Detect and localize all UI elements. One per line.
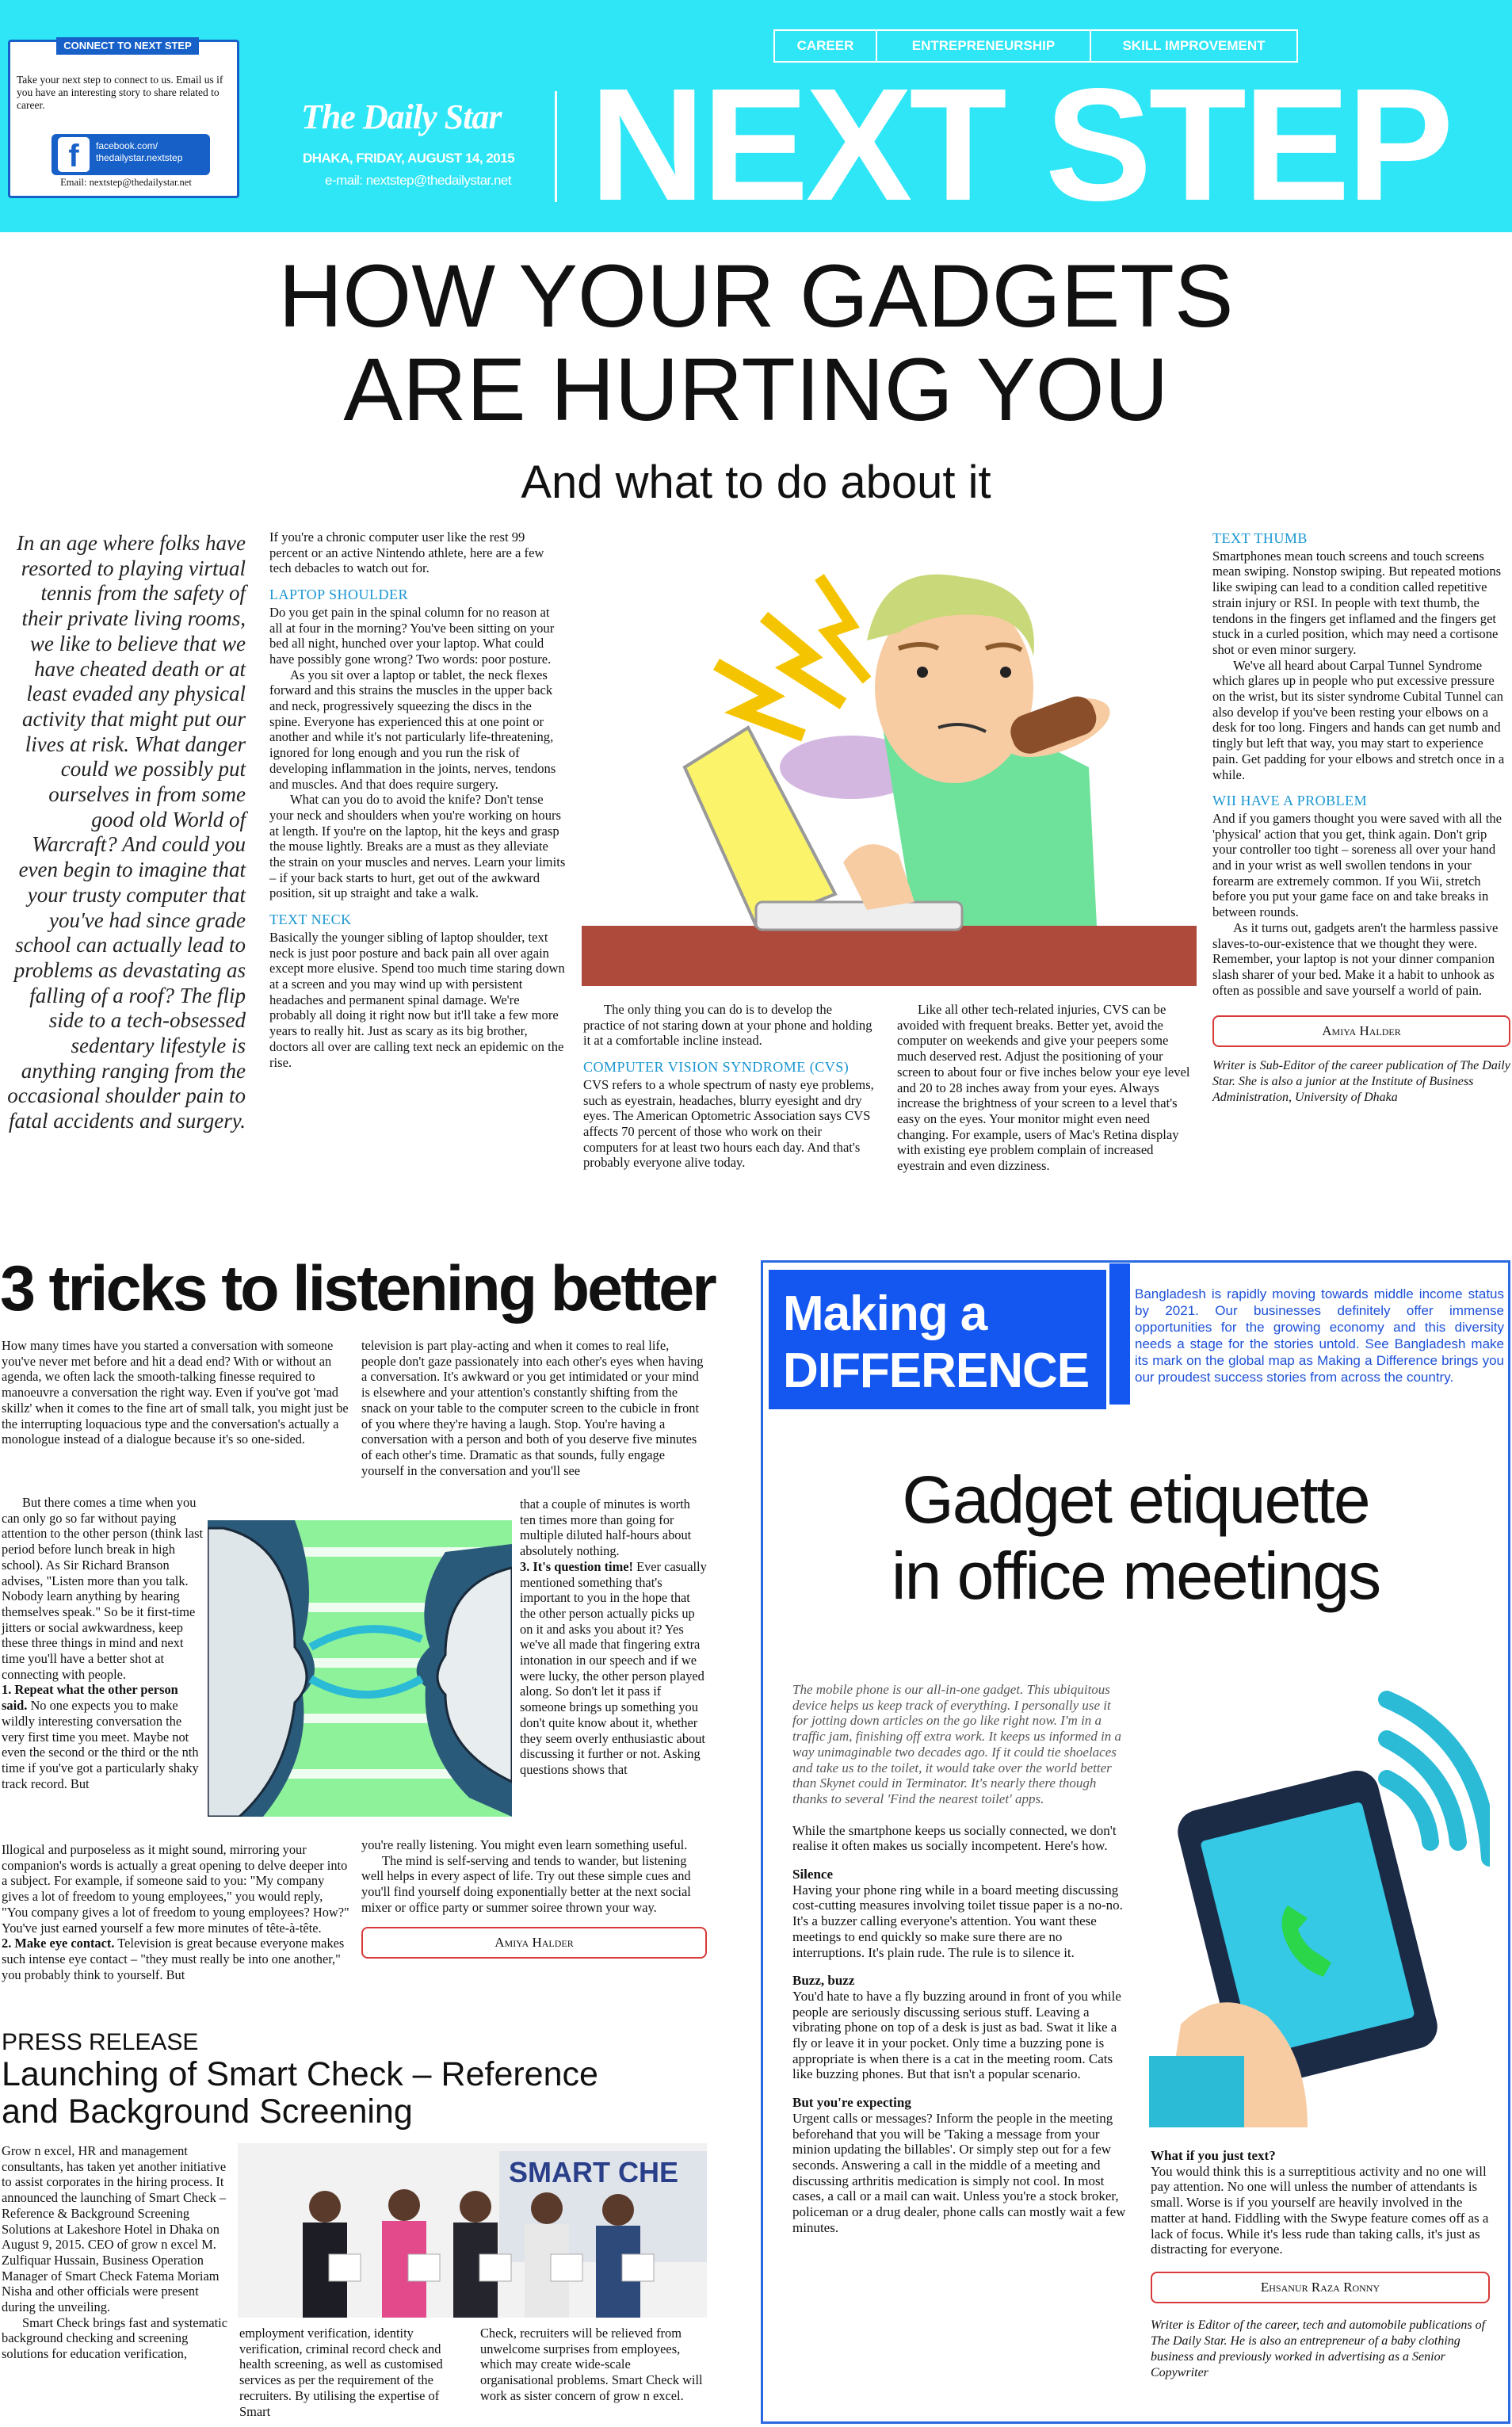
paragraph: Smartphones mean touch screens and touch screens mean swiping. Nonstop swiping. But repeated motions like swiping can lead to a condition called repetitive strain injury or RSI. In people with text thumb, the tendons in the fingers get inflamed and the fingers get stuck in a curled position, which may need a cortisone shot or even minor surgery. — [1212, 548, 1502, 657]
connect-box — [8, 40, 239, 198]
lead-title — [0, 247, 1512, 439]
header-email: e-mail: nextstep@thedailystar.net — [325, 173, 512, 188]
paragraph: While the smartphone keeps us socially connected, we don't realise it often makes us socially incompetent. Here's how. — [792, 1822, 1117, 1854]
lead-col-4 — [1212, 531, 1510, 1106]
lead-title-line2: ARE HURTING YOU — [343, 340, 1169, 439]
ringing-phone-illustration — [1149, 1684, 1490, 2127]
lead-col-3 — [897, 1002, 1197, 1174]
paragraph: Do you get pain in the spinal column for no reason at all at four in the morning? You've been sitting on your bed all night, hunched over your laptop. What could have possibly gone wrong? Two words: poor posture. — [269, 604, 555, 667]
paragraph: As you sit over a laptop or tablet, the neck flexes forward and this strains the muscles in the upper back and neck, progressively squeezing the discs in the spine. Everyone has experienced this at one point or another and while it's not particularly life-threatening, ignored for long enough and you run the risk of developing inflammation in the joints, nerves, tendons and muscles. And that does require surgery. — [269, 667, 556, 792]
heading-text-thumb: TEXT THUMB — [1212, 530, 1308, 546]
facebook-icon: f — [58, 137, 90, 172]
paragraph: that a couple of minutes is worth ten times more than going for multiple diluted half-hours about absolutely nothing. — [520, 1496, 692, 1559]
paragraph: How many times have you started a conversation with someone you've never met before and hit a dead end? With or without an agenda, we often lack the smooth-talking finesse required to manoeuvre a conversation the right way. Even if you've got 'mad skillz' when it comes to the fine art of small talk, you might just be the interrupting loquacious type and the conversation's actually a monologue instead of a dialogue because it's so one-sided. — [2, 1338, 349, 1447]
facebook-link[interactable] — [52, 134, 210, 175]
lead-intro: If you're a chronic computer user like the rest 99 percent or an active Nintendo athlete, here are a few tech debacles to watch out for. — [269, 529, 544, 576]
paragraph: Like all other tech-related injuries, CVS can be avoided with frequent breaks. Better yet, avoid the computer on weekends and give your peepers some much deserved rest. Adjust the positioning of your screen to about four or five inches below your eye level and 20 to 28 inches away from your eyes. Always increase the brightness of your screen to a level that's easy on the eyes. Your monitor might even need changing. For example, users of Mac's Retina display with existing eye problem complain of increased eyestrain and even dizziness. — [897, 1002, 1190, 1174]
difference-col-2 — [1151, 2148, 1490, 2381]
press-photo-people — [238, 2143, 707, 2318]
lead-col-2 — [583, 1002, 876, 1171]
paragraph: But there comes a time when you can only go so far without paying attention to the other person (think last period before lunch break in high school). As Sir Richard Branson advises, "Listen more than you talk. Nobody learn anything by hearing themselves speak." So be it first-time jitters or social awkwardness, keep these three things in mind and next time you'll have a better shot at connecting with people. — [2, 1495, 203, 1682]
paragraph: employment verification, identity verification, criminal record check and health screening, as well as customised services as per the requirement of the recruiters. By utilising the expertise of Smart — [239, 2326, 443, 2419]
paragraph: Check, recruiters will be relieved from unwelcome surprises from employees, which may create wide-scale organisational problems. Smart Check will work as sister concern of grow n excel. — [480, 2326, 703, 2403]
issue-date: DHAKA, FRIDAY, AUGUST 14, 2015 — [303, 151, 515, 166]
difference-writer-note: Writer is Editor of the career, tech and automobile publications of The Daily Star. He is also an entrepreneur of a baby clothing business and previously worked in advertising as a Senior Copywriter — [1151, 2318, 1486, 2379]
lead-subtitle: And what to do about it — [521, 457, 991, 508]
nav-career[interactable]: CAREER — [775, 31, 877, 61]
tip-heading-2: 2. Make eye contact. — [2, 1936, 115, 1951]
facebook-label: facebook.com/ thedailystar.nextstep — [96, 140, 183, 163]
tricks-col-1-top — [2, 1338, 350, 1447]
difference-title-line2: in office meetings — [891, 1538, 1380, 1613]
nav-entrepreneurship[interactable]: ENTREPRENEURSHIP — [877, 31, 1091, 61]
badge-line1: Making a — [783, 1286, 987, 1341]
heading-cvs: COMPUTER VISION SYNDROME (CVS) — [583, 1059, 850, 1076]
tricks-col-2-top — [361, 1338, 707, 1478]
press-col-3 — [480, 2326, 707, 2404]
press-col-1 — [2, 2143, 230, 2362]
tricks-col-1-bottom — [2, 1842, 350, 1982]
paragraph: As it turns out, gadgets aren't the harmless passive slaves-to-our-existence that we thought they were. Remember, your laptop is not your dinner companion slash sharer of your bed. Make it a habit to unhook as often as possible and save yourself a world of pain. — [1212, 919, 1499, 998]
paragraph: And if you gamers thought you were saved with all the 'physical' action that you get, think again. Don't grip your controller too tight – soreness all over your hand and in your wrist as well swollen tendons in your forearm are extremely common. If you Wii, stretch before you put your game face on and take breaks in between rounds. — [1212, 810, 1502, 920]
paragraph: No one expects you to make wildly interesting conversation the very first time you meet. Maybe not even the second or the third or the nth time if you've got a particularly shaky track record. But — [2, 1698, 199, 1791]
connect-text: Take your next step to connect to us. Email us if you have an interesting story to share related to career. — [17, 74, 223, 111]
paragraph: television is part play-acting and when it comes to real life, people don't gaze passionately into each other's eyes when having a conversation. It's awkward or you get intimidated or your mind is elsewhere and your attention's constantly shifting from the snack on your table to the computer screen to the cubicle in front of you where they're having a laugh. Stop. You're having a conversation with a person and both of you deserve five minutes of each other's time. Dramatic as that sounds, fully engage yourself in the conversation and you'll see — [361, 1338, 704, 1478]
subheading-silence: Silence — [792, 1867, 833, 1882]
paragraph: We've all heard about Carpal Tunnel Syndrome which glares up in people who put excessive pressure on the wrist, but its sister syndrome Cubital Tunnel can also develop if you've been resting your elbows on a desk for too long. Fingers and hands can get numb and tingly but left that way, you may start to experience pain. Get padding for your elbows and stretch once in a while. — [1212, 657, 1505, 782]
nav-skill-improvement[interactable]: SKILL IMPROVEMENT — [1122, 38, 1266, 53]
paragraph: You'd hate to have a fly buzzing around in front of you while people are seriously discussing serious stuff. Leaving a vibrating phone on top of a desk is just as bad. Swat it like a fly or leave it in your pocket. Only time a buzzing pone is appropriate is when there is a cat in the meeting room. Cats like buzzing phones. But that isn't a popular scenario. — [792, 1988, 1121, 2082]
paragraph: Illogical and purposeless as it might sound, mirroring your companion's words is actually a great opening to delve deeper into a subject. For example, if someone said to you: "My company gives a lot of freedom to young employees," you would reply, "You company gives a lot of freedom to young employees? How?" You've just earned yourself a few more minutes of tête-à-tête. — [2, 1842, 349, 1936]
tricks-title: 3 tricks to listening better — [0, 1253, 715, 1324]
press-kicker: PRESS RELEASE — [2, 2029, 199, 2055]
press-col-2 — [239, 2326, 464, 2419]
subheading-expecting: But you're expecting — [792, 2095, 911, 2111]
badge-line2: DIFFERENCE — [783, 1343, 1090, 1398]
difference-title — [762, 1462, 1509, 1614]
paragraph: Having your phone ring while in a board meeting discussing cost-cutting measures involving toilet tissue paper is a no-no. It's a buzzer calling everyone's attention. You want these meetings to end quickly so make sure there are no interruptions. It's plain rude. The rule is to silence it. — [792, 1882, 1123, 1960]
paragraph: Television is great because everyone makes such intense eye contact – "they must really be into one another," you probably think to yourself. But — [2, 1936, 345, 1982]
difference-intro: Bangladesh is rapidly moving towards middle income status by 2021. Our businesses definitely offer immense opportunities for the growing economy and this diversity needs a stage for the stories untold. See Bangladesh make its mark on the global map as Making a Difference brings you our proudest success stories from across the country. — [1135, 1286, 1504, 1385]
subheading-text: What if you just text? — [1151, 2148, 1276, 2163]
lead-title-line1: HOW YOUR GADGETS — [278, 247, 1234, 346]
paragraph: you're really listening. You might even learn something useful. — [361, 1837, 688, 1852]
difference-byline: Ehsanur Raza Ronny — [1151, 2272, 1490, 2303]
connect-title: CONNECT TO NEXT STEP — [56, 37, 199, 55]
paragraph: Grow n excel, HR and management consultants, has taken yet another initiative to assist corporates in the hiring process. It announced the launching of Smart Check – Reference & Background Screening Solutions at Lakeshore Hotel in Dhaka on August 9, 2015. CEO of grow n excel M. Zulfiquar Hussain, Business Operation Manager of Smart Check Fatema Moriam Nisha and other officials were present during the unveiling. — [2, 2143, 227, 2315]
difference-badge — [769, 1270, 1106, 1409]
difference-col-1 — [792, 1682, 1127, 2236]
smart-check-banner-text: SMART CHE — [509, 2156, 678, 2188]
lead-col-1 — [269, 529, 566, 1070]
tricks-illustration — [208, 1520, 512, 1817]
difference-lead: The mobile phone is our all-in-one gadget. This ubiquitous device helps us keep track of everything. I personally use it for jotting down articles on the go like right now. I'm in a traffic jam, finishing off extra work. It keeps us informed in a way unimaginable two decades ago. If it could tie shoelaces and take us to the toilet, it would take over the world better than Skynet could in Terminator. It's nearly there though thanks to several 'Find the nearest toilet' apps. — [792, 1682, 1122, 1806]
paragraph: The only thing you can do is to develop the practice of not staring down at your phone and holding it at a comfortable incline instead. — [583, 1002, 872, 1049]
connect-email: Email: nextstep@thedailystar.net — [60, 177, 192, 188]
daily-star-logo: The Daily Star — [301, 97, 502, 136]
brand-title: NEXT STEP — [590, 55, 1451, 234]
paragraph: What can you do to avoid the knife? Don't tense your neck and shoulders when you're working on hours at length. If you're on the laptop, hit the keys and grasp the mouse lightly. Breaks are a must as they alleviate the strain on your muscles and nerves. Learn your limits – if your back starts to hurt, get out of the awkward position, sit up straight and take a walk. — [269, 792, 566, 901]
paragraph: CVS refers to a whole spectrum of nasty eye problems, such as eyestrain, headaches, blurry eyesight and dry eyes. The American Optometric Association says CVS affects 70 percent of those who work on their computers for at least two hours each day. And that's probably everyone alive today. — [583, 1076, 874, 1171]
paragraph: Basically the younger sibling of laptop shoulder, text neck is just poor posture and back pain all over again except more elusive. Spend too much time staring down at a screen and you may wind up with persistent headaches and permanent spinal damage. We're probably all doing it right now but it'll take a few more years to really hit. Just as scary as its big brother, doctors all over are calling text neck an epidemic on the rise. — [269, 929, 565, 1070]
paragraph: Ever casually mentioned something that's important to you in the hope that the other person actually picks up on it and asks you about it? Yes we've all made that fingering extra intonation in our speech and if we were lucky, the other person played along. So don't let it pass if someone brings up something you don't quite know about it, whether they seem overly enthusiastic about discussing it further or not. Asking questions shows that — [520, 1558, 707, 1777]
heading-laptop-shoulder: LAPTOP SHOULDER — [269, 587, 409, 603]
tricks-col-1-narrow — [2, 1495, 203, 1791]
paragraph: Urgent calls or messages? Inform the people in the meeting beforehand that you will be 'Taking a message from your minion updating the billables'. Or simply step out for a few seconds. Answering a call in the middle of a meeting and discussing arthritis medication is simply not cool. In most cases, a call or a mail can wait. Unless you're a stock broker, policeman or a drug dealer, phone calls can mostly wait a few minutes. — [792, 2110, 1126, 2235]
lead-writer-note: Writer is Sub-Editor of the career publication of The Daily Star. She is also a junior at the Institute of Business Administration, University of Dhaka — [1212, 1059, 1510, 1105]
difference-badge-edge — [1109, 1263, 1130, 1405]
lead-pullquote: In an age where folks have resorted to playing virtual tennis from the safety of their private living rooms, we like to believe that we have cheated death or at least evaded any physical activity that might put our lives at risk. What danger could we possibly put ourselves in from some good old World of Warcraft? And could you even begin to imagine that your trusty computer that you've had since grade school can actually lead to problems as devastating as falling of a roof? The flip side to a tech-obsessed sedentary lifestyle is anything ranging from the occasional shoulder pain to fatal accidents and surgery. — [7, 531, 246, 1133]
paragraph: You would think this is a surreptitious activity and no one will pay attention. No one will unless the number of attendants is small. Worse is if you yourself are heavily involved in the matter at hand. Fiddling with the Swype feature comes off as a lack of focus. While it's less rude than taking calls, it's just as distracting for everyone. — [1151, 2163, 1489, 2257]
paragraph: The mind is self-serving and tends to wander, but listening well helps in every aspect of life. Try out these simple cues and you'll find yourself doing exponentially better at the next social mixer or office party or summer soiree thrown your way. — [361, 1852, 691, 1915]
lead-illustration — [582, 529, 1197, 986]
press-title: Launching of Smart Check – Reference and Background Screening — [2, 2055, 598, 2131]
tricks-byline: Amiya Halder — [361, 1927, 707, 1959]
phone-illustration — [1149, 1684, 1490, 2127]
tip-heading-1: 1. Repeat what the other person said. — [2, 1682, 178, 1714]
heading-wii: WII HAVE A PROBLEM — [1212, 793, 1368, 809]
listening-faces-illustration — [208, 1520, 512, 1817]
difference-title-line1: Gadget etiquette — [902, 1462, 1369, 1537]
lead-byline: Amiya Halder — [1212, 1015, 1510, 1047]
paragraph: Smart Check brings fast and systematic background checking and screening solutions for education verification, — [2, 2314, 228, 2362]
press-photo — [238, 2143, 707, 2318]
tip-heading-3: 3. It's question time! — [520, 1558, 633, 1574]
tricks-col-2-bottom — [361, 1837, 707, 1959]
man-with-laptop-illustration — [582, 529, 1197, 986]
header-divider — [555, 91, 557, 202]
heading-text-neck: TEXT NECK — [269, 912, 352, 928]
subheading-buzz: Buzz, buzz — [792, 1973, 855, 1989]
tricks-col-2-narrow — [520, 1496, 707, 1778]
